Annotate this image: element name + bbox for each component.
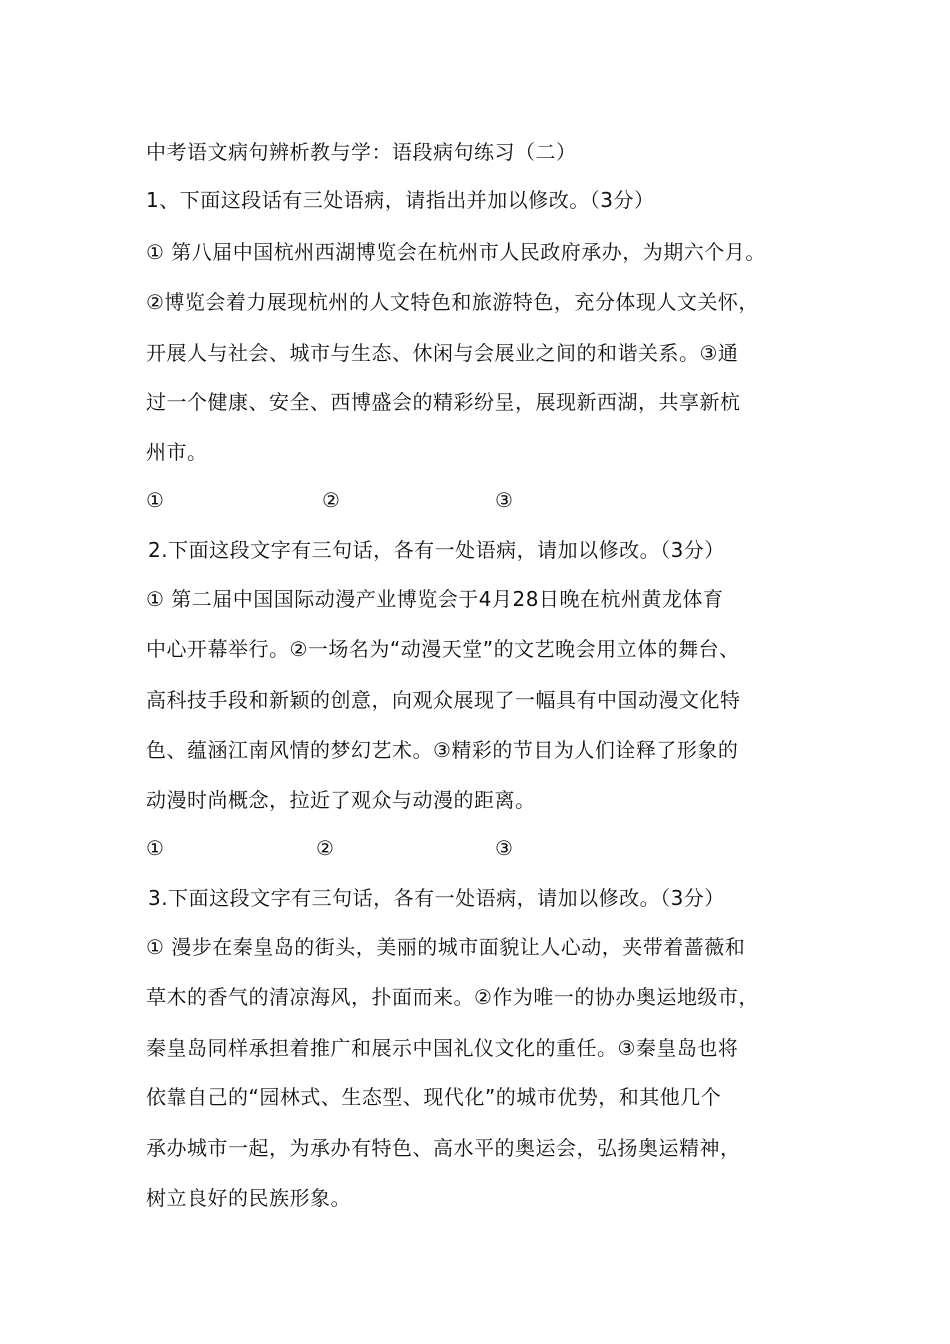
question-2-line: 高科技手段和新颖的创意，向观众展现了一幅具有中国动漫文化特 [146, 688, 741, 712]
question-3-line: 承办城市一起，为承办有特色、高水平的奥运会，弘扬奥运精神， [146, 1136, 741, 1160]
document-title: 中考语文病句辨析教与学：语段病句练习（二） [146, 140, 577, 164]
question-3-line: 草木的香气的清凉海风，扑面而来。②作为唯一的协办奥运地级市， [146, 985, 759, 1009]
question-2-line: 中心开幕举行。②一场名为“动漫天堂”的文艺晚会用立体的舞台、 [146, 637, 740, 661]
question-1-line: ① 第八届中国杭州西湖博览会在杭州市人民政府承办，为期六个月。 [146, 240, 766, 264]
answer-mark: ① [146, 488, 164, 512]
question-1-line: ②博览会着力展现杭州的人文特色和旅游特色，充分体现人文关怀， [146, 290, 759, 314]
question-3-line: 依靠自己的“园林式、生态型、现代化”的城市优势，和其他几个 [146, 1085, 722, 1109]
question-3-line: 秦皇岛同样承担着推广和展示中国礼仪文化的重任。③秦皇岛也将 [146, 1036, 739, 1060]
answer-mark: ② [322, 488, 340, 512]
answer-mark: ③ [495, 488, 513, 512]
question-3-prompt: 3.下面这段文字有三句话，各有一处语病，请加以修改。（3分） [148, 886, 725, 910]
question-3-line: 树立良好的民族形象。 [146, 1186, 351, 1210]
question-2-prompt: 2.下面这段文字有三句话，各有一处语病，请加以修改。（3分） [148, 538, 725, 562]
question-2-line: ① 第二届中国国际动漫产业博览会于4月28日晚在杭州黄龙体育 [146, 587, 724, 611]
question-2-line: 色、蕴涵江南风情的梦幻艺术。③精彩的节目为人们诠释了形象的 [146, 738, 739, 762]
answer-mark: ③ [495, 836, 513, 860]
question-1-line: 开展人与社会、城市与生态、休闲与会展业之间的和谐关系。③通 [146, 341, 739, 365]
answer-mark: ① [146, 836, 164, 860]
question-1-line: 过一个健康、安全、西博盛会的精彩纷呈，展现新西湖，共享新杭 [146, 390, 741, 414]
question-1-line: 州市。 [146, 440, 208, 464]
answer-mark: ② [316, 836, 334, 860]
question-2-line: 动漫时尚概念，拉近了观众与动漫的距离。 [146, 788, 536, 812]
question-3-line: ① 漫步在秦皇岛的街头，美丽的城市面貌让人心动，夹带着蔷薇和 [146, 935, 746, 959]
question-1-prompt: 1、下面这段话有三处语病，请指出并加以修改。（3分） [146, 188, 655, 212]
